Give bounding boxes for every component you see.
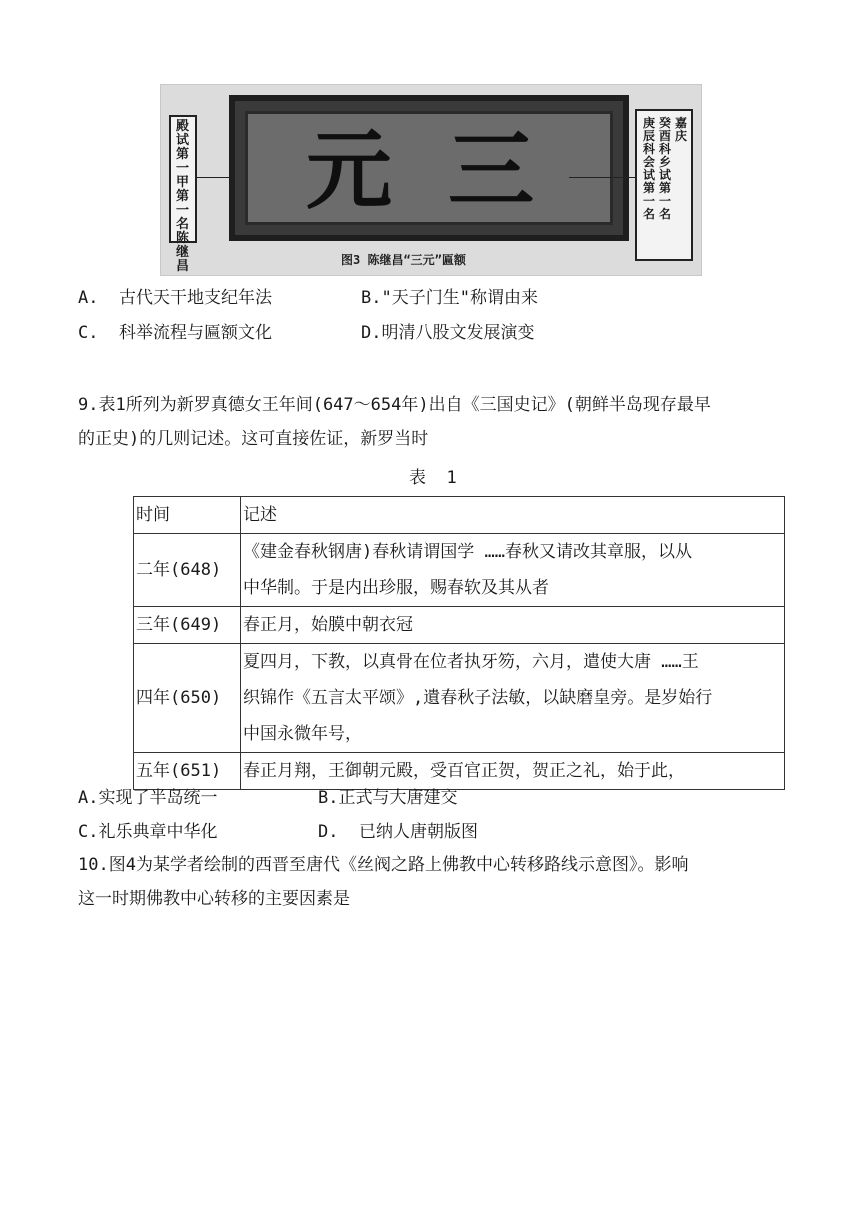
q8-option-b: B."天子门生"称谓由来 bbox=[361, 288, 538, 308]
q10-stem-line-2: 这一时期佛教中心转移的主要因素是 bbox=[78, 889, 350, 909]
row-time: 五年(651) bbox=[134, 753, 241, 790]
plaque-inner-panel bbox=[245, 111, 613, 225]
table-title: 表 1 bbox=[409, 468, 457, 488]
plaque-left-side-text bbox=[264, 132, 282, 145]
right-label-col-1: 嘉庆 bbox=[675, 116, 688, 143]
q8-option-d: D.明清八股文发展演变 bbox=[361, 323, 535, 343]
right-label-col-3: 庚辰科会试第一名 bbox=[643, 116, 656, 221]
record-line: 中华制。于是内出珍服，赐春软及其从者 bbox=[243, 578, 549, 598]
record-line: 夏四月，下教，以真骨在位者执牙笏，六月，遣使大唐 ……王 bbox=[243, 652, 699, 672]
figure-caption: 图3 陈继昌“三元”匾额 bbox=[341, 253, 466, 267]
record-line: 《建金春秋钢唐)春秋请谓国学 ……春秋又请改其章服，以从 bbox=[243, 542, 692, 562]
row-record bbox=[241, 753, 785, 790]
q8-option-c: C. 科举流程与匾额文化 bbox=[78, 323, 272, 343]
q9-stem-line-1: 9.表1所列为新罗真德女王年间(647～654年)出自《三国史记》(朝鲜半岛现存最早 bbox=[78, 395, 711, 415]
table-row bbox=[134, 753, 785, 790]
header-record: 记述 bbox=[241, 497, 785, 534]
record-line: 织锦作《五言太平颂》,遺春秋子法敏，以缺磨皇旁。是岁始行 bbox=[243, 688, 713, 708]
plaque-char-san: 三 bbox=[448, 120, 534, 221]
q9-stem-line-2: 的正史)的几则记述。这可直接佐证，新罗当时 bbox=[78, 429, 429, 449]
right-leader-line bbox=[569, 177, 635, 178]
plaque-board bbox=[229, 95, 629, 241]
table-header-row bbox=[134, 497, 785, 534]
right-inscription-label bbox=[635, 109, 693, 261]
record-line: 春正月翔，王御朝元殿，受百官正贺，贺正之礼，始于此， bbox=[243, 761, 685, 781]
row-time: 四年(650) bbox=[134, 644, 241, 753]
q8-option-a: A. 古代天干地支纪年法 bbox=[78, 288, 272, 308]
row-record bbox=[241, 607, 785, 644]
row-record bbox=[241, 534, 785, 607]
plaque-char-yuan: 元 bbox=[306, 120, 392, 221]
q9-option-c: C.礼乐典章中华化 bbox=[78, 822, 218, 842]
row-record bbox=[241, 644, 785, 753]
records-table bbox=[133, 496, 785, 790]
left-inscription-label: 殿试第一甲第一名陈继昌 bbox=[169, 115, 197, 243]
q9-option-b: B.正式与大唐建交 bbox=[318, 788, 458, 808]
record-line: 中国永微年号， bbox=[243, 724, 362, 744]
row-time: 二年(648) bbox=[134, 534, 241, 607]
plaque-figure bbox=[160, 84, 702, 276]
table-row bbox=[134, 534, 785, 607]
q10-stem-line-1: 10.图4为某学者绘制的西晋至唐代《丝阀之路上佛教中心转移路线示意图》。影响 bbox=[78, 855, 689, 875]
right-label-col-2: 癸酉科乡试第一名 bbox=[659, 116, 672, 221]
table-row bbox=[134, 644, 785, 753]
table-row bbox=[134, 607, 785, 644]
q9-option-d: D. 已纳人唐朝版图 bbox=[318, 822, 478, 842]
header-time: 时间 bbox=[134, 497, 241, 534]
q9-option-a: A.实现了半岛统一 bbox=[78, 788, 218, 808]
record-line: 春正月，始膜中朝衣冠 bbox=[243, 615, 413, 635]
row-time: 三年(649) bbox=[134, 607, 241, 644]
